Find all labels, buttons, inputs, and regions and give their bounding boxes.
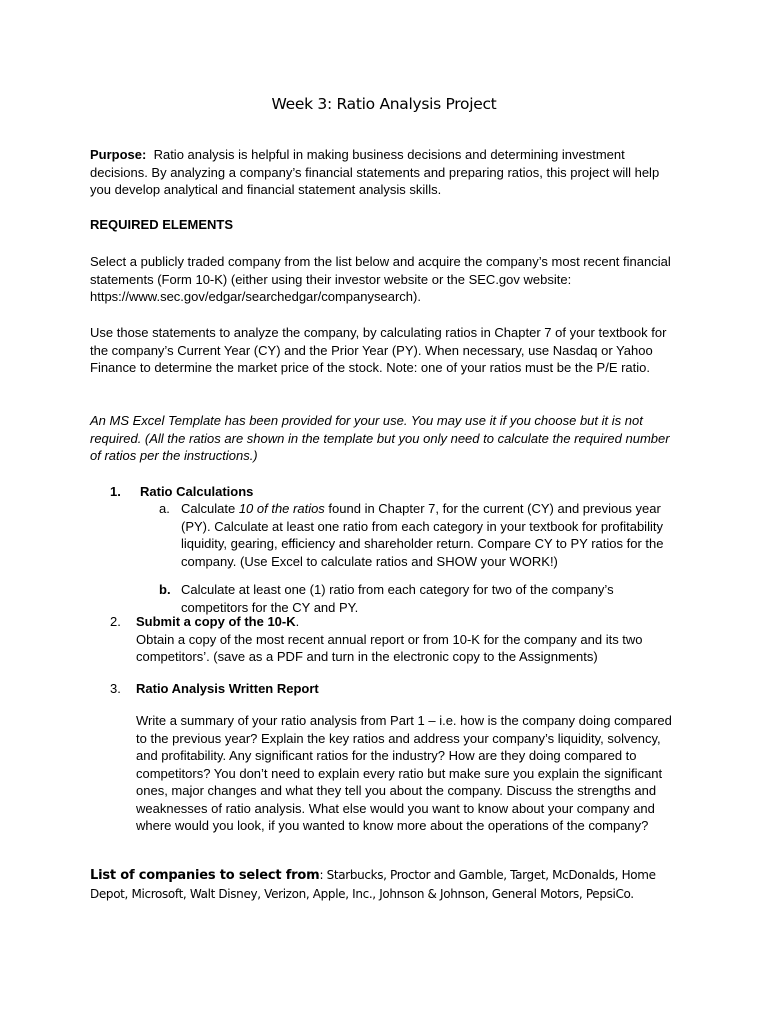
item-2-text: Obtain a copy of the most recent annual report or from 10-K for the company and its two competitors’. (save as a PDF and turn in the electronic copy to the Assignments)	[136, 631, 643, 664]
item-3-marker: 3.	[110, 681, 121, 696]
item-1a-marker: a.	[159, 501, 170, 516]
item-1b-marker: b.	[159, 582, 171, 597]
purpose-label: Purpose:	[90, 147, 147, 162]
purpose-text: Ratio analysis is helpful in making business decisions and determining investment decisions. By analyzing a company’s financial statements and preparing ratios, this project will help you develop analytical and financial statement analysis skills.	[90, 147, 660, 197]
item-1a	[159, 500, 680, 570]
item-1b	[159, 581, 680, 616]
document-title: Week 3: Ratio Analysis Project	[271, 95, 497, 113]
company-list	[90, 866, 690, 903]
item-written-report	[110, 680, 680, 698]
item-1-heading: Ratio Calculations	[140, 484, 254, 499]
use-statements-paragraph: Use those statements to analyze the company, by calculating ratios in Chapter 7 of your textbook for the company’s Current Year (CY) and the Prior Year (PY). When necessary, use Nasdaq or Yahoo Finance to determine the market price of the stock. Note: one of your ratios must be the P/E ratio.	[90, 325, 667, 375]
item-2-heading: Submit a copy of the 10-K	[136, 614, 296, 629]
company-list-text: : Starbucks, Proctor and Gamble, Target, McDonalds, Home Depot, Microsoft, Walt Disney, Verizon, Apple, Inc., Johnson & Johnson, General Motors, PepsiCo.	[90, 868, 656, 901]
select-company-paragraph: Select a publicly traded company from the list below and acquire the company’s most recent financial statements (Form 10-K) (either using their investor website or the SEC.gov website: https://www.sec.gov/edgar/searchedgar/companysearch).	[90, 254, 671, 304]
item-1b-text: Calculate at least one (1) ratio from each category for two of the company’s competitors for the CY and PY.	[181, 582, 614, 615]
item-1-marker: 1.	[110, 484, 121, 499]
item-submit-10k	[110, 613, 680, 666]
item-3-text: Write a summary of your ratio analysis from Part 1 – i.e. how is the company doing compared to the previous year? Explain the key ratios and address your company’s liquidity, solvency, and profitability. Any significant ratios for the industry? How are they doing compared to competitors? You don’t need to explain every ratio but make sure you explain the significant ones, major changes and what they tell you about the company. Discuss the strengths and weaknesses of ratio analysis. What else would you want to know about your company and where would you look, if you wanted to know more about the operations of the company?	[136, 713, 672, 833]
item-2-heading-suffix: .	[295, 614, 300, 629]
excel-template-paragraph: An MS Excel Template has been provided for your use. You may use it if you choose but it is not required. (All the ratios are shown in the template but you only need to calculate the required number of ratios per the instructions.)	[90, 413, 670, 463]
item-2-marker: 2.	[110, 614, 121, 629]
item-3-body	[110, 712, 680, 835]
item-ratio-calculations	[110, 483, 680, 501]
item-1a-text: found in Chapter 7, for the current (CY) and previous year (PY). Calculate at least one ratio from each category in your textbook for profitability liquidity, gearing, efficiency and shareholder return. Compare CY to PY ratios for the company. (Use Excel to calculate ratios and SHOW your WORK!)	[181, 501, 664, 569]
purpose-paragraph	[90, 146, 680, 199]
item-1a-pre: Calculate	[181, 501, 239, 516]
item-1a-emphasis: 10 of the ratios	[238, 501, 325, 516]
item-3-heading: Ratio Analysis Written Report	[136, 681, 319, 696]
company-list-label: List of companies to select from	[90, 868, 320, 883]
required-elements-heading: REQUIRED ELEMENTS	[90, 217, 234, 232]
